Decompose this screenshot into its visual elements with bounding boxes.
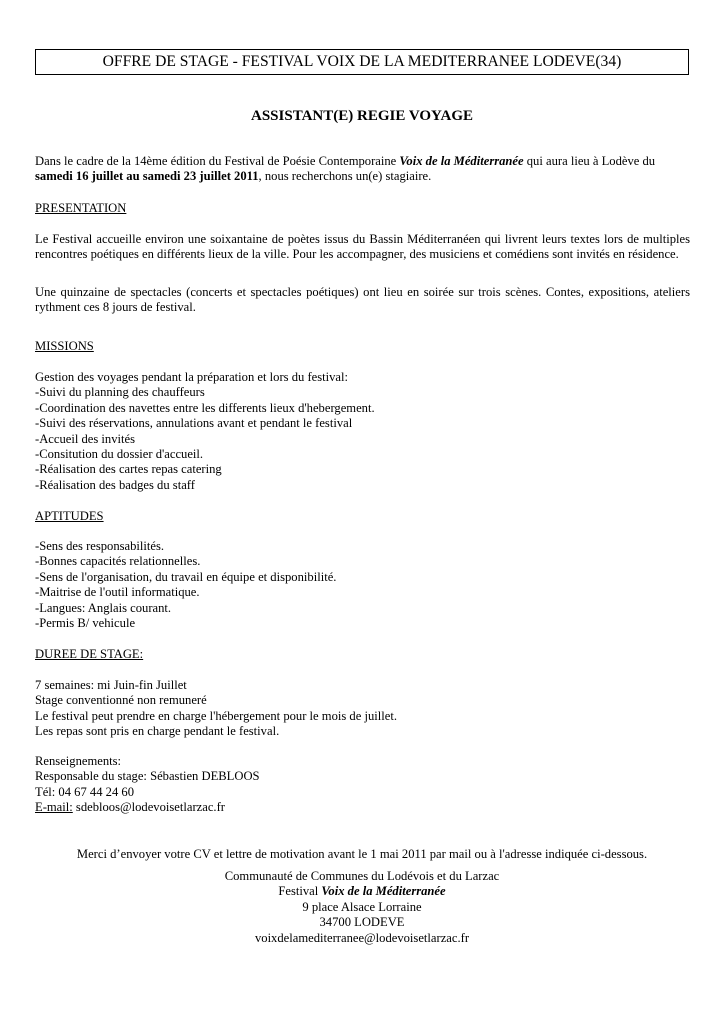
contact-phone: Tél: 04 67 44 24 60	[35, 784, 134, 799]
mission-item: -Réalisation des badges du staff	[35, 477, 195, 492]
offer-header-box	[35, 49, 689, 75]
aptitude-item: -Sens des responsabilités.	[35, 539, 165, 553]
email-label: E-mail:	[35, 800, 73, 815]
aptitude-item: -Maitrise de l'outil informatique.	[35, 585, 200, 600]
address-festival-name: Voix de la Méditerranée	[321, 884, 446, 899]
intro-text-3: , nous recherchons un(e) stagiaire.	[258, 169, 432, 184]
mission-item: -Suivi du planning des chauffeurs	[35, 385, 205, 400]
duree-line: Stage conventionné non remuneré	[35, 693, 207, 708]
missions-list	[35, 370, 690, 493]
closing-note: Merci d’envoyer votre CV et lettre de motivation avant le 1 mai 2011 par mail ou à l'adresse indiquée ci-dessous.	[76, 847, 648, 861]
intro-text-1: Dans le cadre de la 14ème édition du Festival de Poésie Contemporaine	[35, 154, 400, 168]
contact-responsable: Responsable du stage: Sébastien DEBLOOS	[35, 769, 260, 784]
mission-item: -Consitution du dossier d'accueil.	[35, 447, 204, 462]
missions-heading: MISSIONS	[35, 339, 94, 353]
duree-lines	[35, 678, 690, 740]
festival-name: Voix de la Méditerranée	[399, 154, 524, 168]
missions-intro: Gestion des voyages pendant la préparation et lors du festival:	[35, 370, 349, 384]
contact-label: Renseignements:	[35, 754, 122, 768]
aptitude-item: -Sens de l'organisation, du travail en équipe et disponibilité.	[35, 569, 337, 584]
intro-paragraph	[35, 154, 690, 185]
mission-item: -Accueil des invités	[35, 431, 136, 446]
aptitudes-heading: APTITUDES	[35, 509, 104, 523]
festival-dates: samedi 16 juillet au samedi 23 juillet 2011	[35, 169, 259, 184]
address-organisation: Communauté de Communes du Lodévois et du Larzac	[224, 869, 500, 883]
aptitude-item: -Bonnes capacités relationnelles.	[35, 554, 201, 569]
offer-header-title: OFFRE DE STAGE - FESTIVAL VOIX DE LA MEDITERRANEE LODEVE(34)	[102, 53, 622, 70]
mission-item: -Suivi des réservations, annulations avant et pendant le festival	[35, 416, 353, 431]
mission-item: -Réalisation des cartes repas catering	[35, 462, 222, 477]
aptitude-item: -Langues: Anglais courant.	[35, 600, 172, 615]
aptitudes-list	[35, 539, 690, 631]
intro-text-2: qui aura lieu à Lodève du	[523, 154, 656, 168]
address-city: 34700 LODEVE	[319, 915, 405, 930]
duree-line: 7 semaines: mi Juin-fin Juillet	[35, 678, 187, 692]
address-festival	[0, 884, 724, 899]
contact-email: sdebloos@lodevoisetlarzac.fr	[72, 800, 225, 815]
address-block	[0, 869, 724, 946]
presentation-paragraph-2: Une quinzaine de spectacles (concerts et spectacles poétiques) ont lieu en soirée sur trois scènes. Contes, expositions, ateliers rythment ces 8 jours de festival.	[35, 285, 690, 315]
presentation-paragraph-1: Le Festival accueille environ une soixantaine de poètes issus du Bassin Méditerranéen qui livrent leurs textes lors de multiples rencontres poétiques en différents lieux de la ville. Pour les accompagner, des musiciens et comédiens sont invités en résidence.	[35, 232, 690, 262]
address-festival-prefix: Festival	[278, 884, 322, 899]
duree-heading: DUREE DE STAGE:	[35, 647, 144, 661]
document-title: ASSISTANT(E) REGIE VOYAGE	[251, 108, 473, 124]
address-street: 9 place Alsace Lorraine	[302, 899, 422, 914]
address-email: voixdelamediterranee@lodevoisetlarzac.fr	[254, 930, 470, 945]
contact-block	[35, 754, 690, 816]
mission-item: -Coordination des navettes entre les differents lieux d'hebergement.	[35, 400, 375, 415]
presentation-heading: PRESENTATION	[35, 201, 127, 215]
duree-line: Les repas sont pris en charge pendant le festival.	[35, 724, 280, 739]
contact-email-line	[35, 800, 690, 815]
aptitude-item: -Permis B/ vehicule	[35, 616, 136, 631]
duree-line: Le festival peut prendre en charge l'hébergement pour le mois de juillet.	[35, 708, 397, 723]
